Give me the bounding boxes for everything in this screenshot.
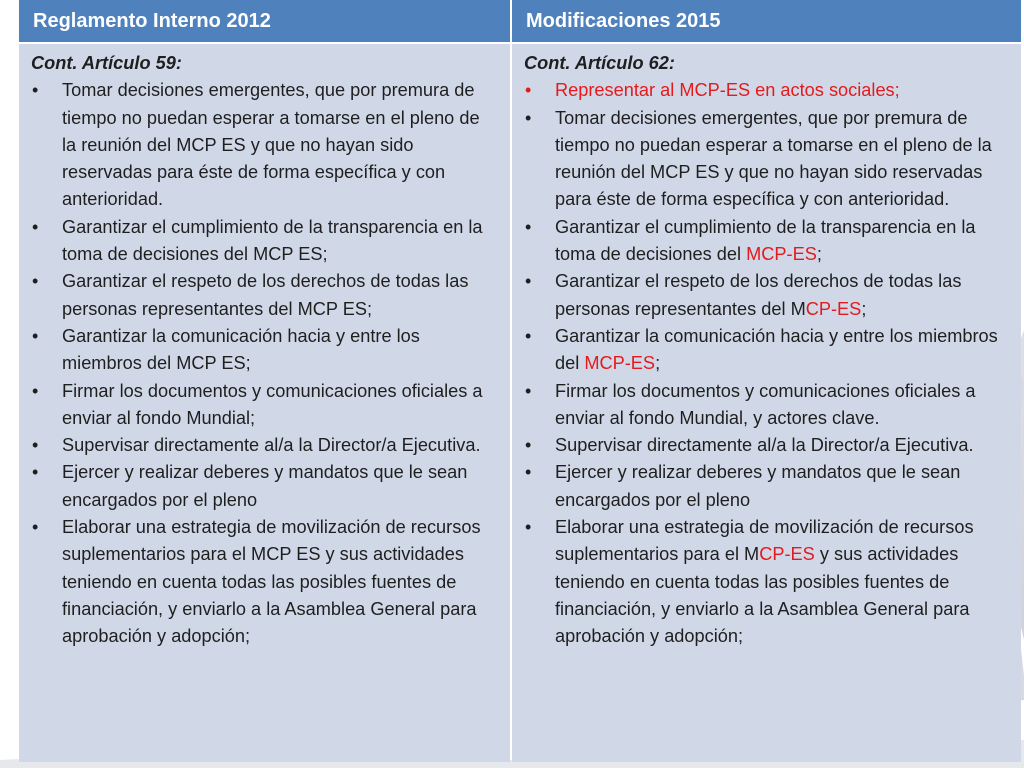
item-text: Garantizar el respeto de los derechos de todas las personas representantes del M (555, 271, 962, 319)
list-item (31, 214, 498, 269)
item-text: Firmar los documentos y comunicaciones oficiales a enviar al fondo Mundial; (62, 380, 483, 428)
list-item (31, 459, 498, 514)
cell-left (19, 44, 510, 762)
highlighted-text: Representar al MCP-ES en actos sociales; (555, 80, 900, 101)
bullet-icon: • (525, 107, 532, 128)
bullet-icon: • (32, 517, 39, 538)
bullet-icon: • (525, 271, 532, 292)
item-text: y sus actividades teniendo en cuenta todas las posibles fuentes de financiación, y enviarlo a la Asamblea General para aprobación y adopción; (555, 544, 970, 647)
cell-right (512, 44, 1021, 762)
highlighted-text: CP-ES (759, 544, 815, 565)
list-item (524, 268, 1009, 323)
list-item (31, 268, 498, 323)
item-text: ; (655, 353, 661, 374)
list-item (524, 378, 1009, 433)
list-item (524, 105, 1009, 214)
item-text: Elaborar una estrategia de movilización de recursos suplementarios para el MCP ES y sus actividades teniendo en cuenta todas las posibles fuentes de financiación, y enviarlo a la Asamblea General para aprobación y adopción; (62, 517, 481, 647)
item-text: Garantizar el cumplimiento de la transparencia en la toma de decisiones del (555, 216, 976, 265)
item-text: Ejercer y realizar deberes y mandatos que le sean encargados por el pleno (62, 462, 468, 510)
bullet-icon: • (32, 271, 39, 292)
bullet-icon: • (32, 325, 39, 346)
item-text: Ejercer y realizar deberes y mandatos que le sean encargados por el pleno (555, 462, 961, 510)
item-text: Tomar decisiones emergentes, que por premura de tiempo no puedan esperar a tomarse en el pleno de la reunión del MCP ES y que no hayan sido reservadas para éste de forma específica y con anterioridad. (62, 80, 480, 210)
highlighted-text: CP-ES (805, 298, 862, 319)
item-text: Garantizar la comunicación hacia y entre los miembros del (555, 325, 998, 374)
item-text: Elaborar una estrategia de movilización de recursos suplementarios para el M (555, 517, 974, 565)
list-item (31, 77, 498, 213)
list-item (524, 214, 1009, 269)
header-right: Modificaciones 2015 (512, 0, 1021, 42)
left-subhead: Cont. Artículo 59: (31, 53, 182, 73)
bullet-icon: • (525, 325, 532, 346)
list-item (31, 323, 498, 378)
list-item (524, 323, 1009, 378)
bullet-icon: • (32, 216, 39, 237)
list-item (31, 378, 498, 433)
bullet-icon: • (525, 216, 532, 237)
bullet-icon: • (32, 462, 39, 483)
highlighted-text: MCP-ES (584, 353, 656, 374)
left-item-list (31, 77, 498, 650)
bullet-icon: • (32, 380, 39, 401)
item-text: Firmar los documentos y comunicaciones oficiales a enviar al fondo Mundial, y actores clave. (555, 380, 976, 428)
item-text: Supervisar directamente al/a la Director/a Ejecutiva. (62, 435, 481, 456)
bullet-icon: • (525, 435, 532, 456)
highlighted-text: MCP-ES (746, 244, 817, 265)
bullet-icon: • (32, 80, 39, 101)
list-item (524, 459, 1009, 514)
item-text: ; (816, 244, 822, 265)
item-text: Garantizar el cumplimiento de la transparencia en la toma de decisiones del MCP ES; (62, 216, 483, 265)
item-text: Garantizar la comunicación hacia y entre los miembros del MCP ES; (62, 325, 420, 374)
right-item-list (524, 77, 1009, 650)
item-text: Garantizar el respeto de los derechos de todas las personas representantes del MCP ES; (62, 271, 469, 319)
bullet-icon: • (525, 380, 532, 401)
list-item (524, 77, 1009, 104)
bullet-icon: • (525, 80, 532, 101)
comparison-table (19, 0, 1019, 760)
list-item (524, 514, 1009, 650)
item-text: Supervisar directamente al/a la Director/a Ejecutiva. (555, 435, 974, 456)
bullet-icon: • (525, 462, 532, 483)
list-item (31, 514, 498, 650)
item-text: Tomar decisiones emergentes, que por premura de tiempo no puedan esperar a tomarse en el pleno de la reunión del MCP ES y que no hayan sido reservadas para éste de forma específica y con anterioridad. (555, 107, 992, 210)
header-left: Reglamento Interno 2012 (19, 0, 510, 42)
right-subhead: Cont. Artículo 62: (524, 53, 675, 73)
list-item (524, 432, 1009, 459)
list-item (31, 432, 498, 459)
bullet-icon: • (32, 435, 39, 456)
bullet-icon: • (525, 517, 532, 538)
item-text: ; (861, 298, 867, 319)
